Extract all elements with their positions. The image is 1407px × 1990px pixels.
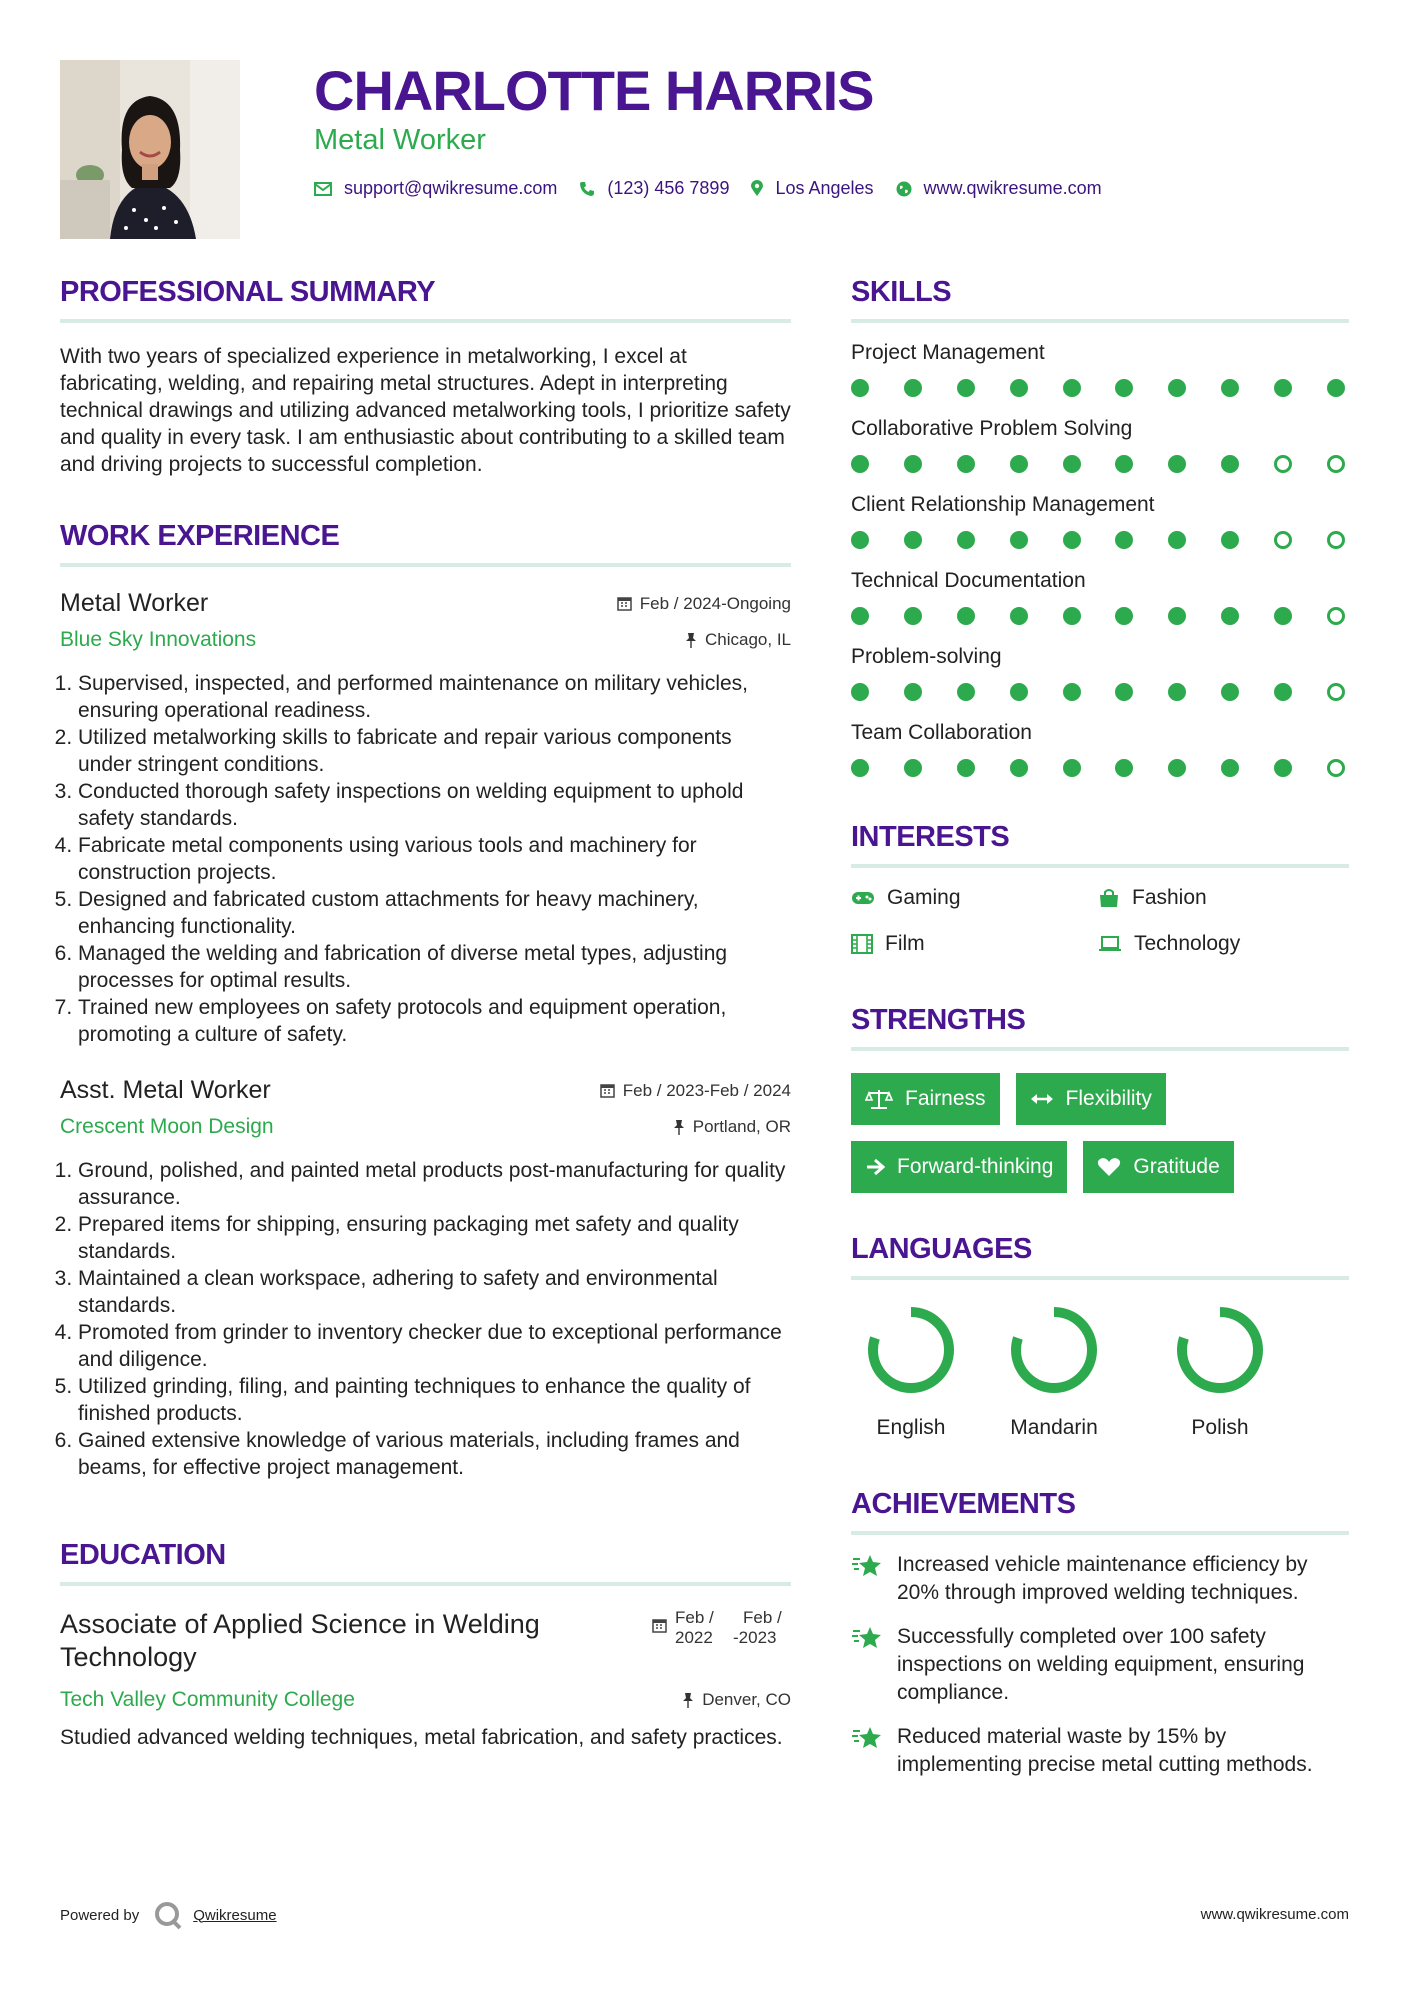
language-proficiency-ring <box>1006 1302 1102 1398</box>
right-column <box>851 276 1349 1779</box>
rating-dot-filled <box>1274 683 1292 701</box>
education-description: Studied advanced welding techniques, metal fabrication, and safety practices. <box>60 1726 783 1749</box>
school-name: Tech Valley Community College <box>60 1688 355 1711</box>
degree-title: Associate of Applied Science in Welding Technology <box>60 1609 540 1672</box>
rating-dot-filled <box>851 759 869 777</box>
language-name: Mandarin <box>1010 1416 1098 1439</box>
contact-bar <box>314 178 1124 199</box>
pushpin-icon <box>673 1119 685 1135</box>
list-item: 4. Fabricate metal components using various tools and machinery for construction projects. <box>78 832 791 886</box>
rating-dot-filled <box>957 683 975 701</box>
skills-list <box>851 341 1349 777</box>
skill-name: Collaborative Problem Solving <box>851 417 1133 440</box>
map-pin-icon <box>751 180 763 197</box>
strength-label: Gratitude <box>1133 1155 1220 1178</box>
rating-dot-filled <box>1115 683 1133 701</box>
strength-badge <box>851 1073 1000 1125</box>
rating-dot-filled <box>851 607 869 625</box>
list-item: 1. Supervised, inspected, and performed maintenance on military vehicles, ensuring operational readiness. <box>78 670 791 724</box>
rating-dot-filled <box>1274 759 1292 777</box>
skill-name: Problem-solving <box>851 645 1002 668</box>
education-dates <box>652 1608 791 1674</box>
rating-dot-filled <box>1274 379 1292 397</box>
footer-powered-by <box>60 1900 277 1930</box>
rating-dot-filled <box>1010 759 1028 777</box>
list-item: 6. Gained extensive knowledge of various materials, including frames and beams, for effective project management. <box>78 1427 791 1481</box>
qwikresume-logo-icon <box>153 1900 183 1930</box>
rating-dot-filled <box>904 759 922 777</box>
rating-dot-filled <box>1168 607 1186 625</box>
proficiency-arc <box>873 1312 949 1388</box>
job-location-text: Portland, OR <box>692 1117 791 1136</box>
rating-dot-filled <box>957 379 975 397</box>
proficiency-arc <box>1016 1312 1092 1388</box>
rating-dot-empty <box>1327 683 1345 701</box>
job-location <box>673 1117 791 1137</box>
achievement-item <box>851 1551 1349 1607</box>
job-title: Asst. Metal Worker <box>60 1076 271 1104</box>
envelope-icon <box>314 182 332 196</box>
skill-item <box>851 493 1349 549</box>
language-item <box>1137 1302 1303 1440</box>
left-column <box>60 276 791 1751</box>
candidate-role: Metal Worker <box>314 124 486 156</box>
skill-rating <box>851 607 1349 625</box>
language-name: English <box>876 1416 946 1439</box>
rating-dot-filled <box>1063 531 1081 549</box>
contact-website[interactable] <box>896 178 1102 199</box>
rating-dot-filled <box>1327 379 1345 397</box>
contact-location <box>751 178 873 199</box>
achievements-section <box>851 1488 1349 1779</box>
experience-section <box>60 520 791 1481</box>
language-proficiency-ring <box>1172 1302 1268 1398</box>
job-dates <box>617 594 791 614</box>
rating-dot-filled <box>1221 455 1239 473</box>
rating-dot-filled <box>851 683 869 701</box>
location-text: Los Angeles <box>775 178 874 198</box>
education-heading: EDUCATION <box>60 1539 226 1571</box>
job-entry <box>60 1076 791 1481</box>
skill-name: Client Relationship Management <box>851 493 1155 516</box>
languages-list <box>851 1302 1349 1440</box>
strength-label: Fairness <box>905 1087 986 1110</box>
list-item: 4. Promoted from grinder to inventory checker due to exceptional performance and diligence. <box>78 1319 791 1373</box>
skill-rating <box>851 683 1349 701</box>
rating-dot-filled <box>1221 759 1239 777</box>
scale-icon <box>865 1088 893 1110</box>
start-date: Feb / 2022 <box>675 1608 714 1647</box>
rating-dot-filled <box>957 455 975 473</box>
skill-name: Project Management <box>851 341 1045 364</box>
phone-icon <box>579 181 595 197</box>
job-location-text: Chicago, IL <box>705 630 791 649</box>
star-icon <box>851 1553 883 1579</box>
school-location-text: Denver, CO <box>702 1690 791 1709</box>
rating-dot-empty <box>1327 455 1345 473</box>
interests-section <box>851 821 1349 956</box>
list-item: 1. Ground, polished, and painted metal products post-manufacturing for quality assurance. <box>78 1157 791 1211</box>
interests-heading: INTERESTS <box>851 821 1010 853</box>
interest-item <box>851 886 1098 910</box>
candidate-name: CHARLOTTE HARRIS <box>314 59 874 122</box>
list-item: 7. Trained new employees on safety protocols and equipment operation, promoting a culture of safety. <box>78 994 791 1048</box>
education-section <box>60 1539 791 1751</box>
skill-rating <box>851 379 1349 397</box>
summary-text: With two years of specialized experience in metalworking, I excel at fabricating, welding, and repairing metal structures. Adept in interpreting technical drawings and utilizing advanced metalworking tools, I prioritize safety and quality in every task. I am enthusiastic about contributing to a skilled team and driving projects to successful completion. <box>60 345 791 476</box>
achievement-text: Increased vehicle maintenance efficiency by 20% through improved welding techniques. <box>897 1553 1308 1604</box>
globe-icon <box>896 181 912 197</box>
contact-phone[interactable] <box>579 178 729 199</box>
rating-dot-empty <box>1327 607 1345 625</box>
skill-rating <box>851 455 1349 473</box>
section-divider <box>60 563 791 567</box>
school-location <box>682 1690 791 1710</box>
rating-dot-filled <box>1115 607 1133 625</box>
end-date: Feb / -2023 <box>733 1608 782 1647</box>
languages-heading: LANGUAGES <box>851 1233 1032 1265</box>
interest-label: Technology <box>1134 932 1241 955</box>
job-entry <box>60 589 791 1048</box>
rating-dot-filled <box>904 683 922 701</box>
job-dates-text: Feb / 2023-Feb / 2024 <box>622 1080 791 1100</box>
rating-dot-filled <box>957 607 975 625</box>
skill-item <box>851 721 1349 777</box>
star-icon <box>851 1725 883 1751</box>
skills-heading: SKILLS <box>851 276 952 308</box>
skill-rating <box>851 531 1349 549</box>
language-name: Polish <box>1191 1416 1249 1439</box>
rating-dot-filled <box>1115 379 1133 397</box>
date-dash: - <box>733 1628 739 1647</box>
job-dates-text: Feb / 2024-Ongoing <box>639 593 791 613</box>
section-divider <box>851 1531 1349 1535</box>
rating-dot-empty <box>1274 455 1292 473</box>
footer-brand-link[interactable]: Qwikresume <box>193 1906 277 1924</box>
interest-label: Gaming <box>887 886 961 909</box>
calendar-icon <box>652 1618 667 1633</box>
strength-badge <box>1083 1141 1233 1193</box>
list-item: 6. Managed the welding and fabrication of diverse metal types, adjusting processes for optimal results. <box>78 940 791 994</box>
rating-dot-filled <box>1010 607 1028 625</box>
rating-dot-filled <box>904 531 922 549</box>
rating-dot-filled <box>904 607 922 625</box>
job-company: Blue Sky Innovations <box>60 628 257 651</box>
star-icon <box>851 1625 883 1651</box>
email-text: support@qwikresume.com <box>344 178 558 198</box>
skill-item <box>851 417 1349 473</box>
achievement-text: Reduced material waste by 15% by implementing precise metal cutting methods. <box>897 1725 1313 1776</box>
strengths-section <box>851 1004 1349 1193</box>
strengths-heading: STRENGTHS <box>851 1004 1026 1036</box>
interest-item <box>1098 886 1345 910</box>
interest-item <box>1098 932 1345 956</box>
rating-dot-filled <box>1168 531 1186 549</box>
rating-dot-filled <box>1063 683 1081 701</box>
job-company: Crescent Moon Design <box>60 1115 274 1138</box>
laptop-icon <box>1098 935 1122 953</box>
strength-badge <box>1016 1073 1166 1125</box>
rating-dot-filled <box>1010 455 1028 473</box>
achievements-heading: ACHIEVEMENTS <box>851 1488 1076 1520</box>
strength-label: Flexibility <box>1065 1087 1152 1110</box>
section-divider <box>851 319 1349 323</box>
rating-dot-filled <box>1010 379 1028 397</box>
rating-dot-filled <box>1274 607 1292 625</box>
rating-dot-filled <box>1168 455 1186 473</box>
arrow-right-icon <box>865 1158 885 1176</box>
rating-dot-filled <box>1221 607 1239 625</box>
section-divider <box>851 864 1349 868</box>
website-text: www.qwikresume.com <box>923 178 1102 198</box>
achievement-item <box>851 1723 1349 1779</box>
rating-dot-filled <box>1168 683 1186 701</box>
rating-dot-filled <box>1221 683 1239 701</box>
calendar-icon <box>617 596 632 611</box>
language-item <box>851 1302 971 1440</box>
rating-dot-filled <box>1063 455 1081 473</box>
skill-name: Team Collaboration <box>851 721 1032 744</box>
section-divider <box>851 1276 1349 1280</box>
rating-dot-filled <box>957 759 975 777</box>
rating-dot-filled <box>1221 531 1239 549</box>
gamepad-icon <box>851 890 875 906</box>
proficiency-arc <box>1182 1312 1258 1388</box>
achievement-text: Successfully completed over 100 safety inspections on welding equipment, ensuring compliance. <box>897 1625 1305 1704</box>
skill-item <box>851 341 1349 397</box>
rating-dot-filled <box>1010 683 1028 701</box>
rating-dot-filled <box>1115 531 1133 549</box>
list-item: 3. Maintained a clean workspace, adhering to safety and environmental standards. <box>78 1265 791 1319</box>
rating-dot-filled <box>1010 531 1028 549</box>
list-item: 2. Prepared items for shipping, ensuring packaging met safety and quality standards. <box>78 1211 791 1265</box>
film-icon <box>851 934 873 954</box>
profile-photo <box>60 60 240 239</box>
summary-section <box>60 276 791 478</box>
section-divider <box>60 1582 791 1586</box>
strength-badge <box>851 1141 1067 1193</box>
powered-by-label: Powered by <box>60 1906 140 1924</box>
arrows-horizontal-icon <box>1030 1092 1054 1106</box>
rating-dot-filled <box>851 455 869 473</box>
contact-email[interactable] <box>314 178 557 199</box>
interest-label: Film <box>885 932 925 955</box>
rating-dot-filled <box>1115 455 1133 473</box>
rating-dot-filled <box>1063 759 1081 777</box>
rating-dot-filled <box>1115 759 1133 777</box>
section-divider <box>851 1047 1349 1051</box>
language-proficiency-ring <box>863 1302 959 1398</box>
skill-rating <box>851 759 1349 777</box>
rating-dot-empty <box>1327 531 1345 549</box>
summary-heading: PROFESSIONAL SUMMARY <box>60 276 436 308</box>
list-item: 5. Utilized grinding, filing, and painting techniques to enhance the quality of finished products. <box>78 1373 791 1427</box>
rating-dot-filled <box>1168 759 1186 777</box>
job-duties-list <box>60 670 791 1048</box>
language-item <box>971 1302 1137 1440</box>
rating-dot-filled <box>851 531 869 549</box>
experience-heading: WORK EXPERIENCE <box>60 520 340 552</box>
calendar-icon <box>600 1083 615 1098</box>
rating-dot-empty <box>1274 531 1292 549</box>
rating-dot-filled <box>1168 379 1186 397</box>
rating-dot-filled <box>957 531 975 549</box>
job-location <box>685 630 791 650</box>
rating-dot-filled <box>1063 379 1081 397</box>
list-item: 2. Utilized metalworking skills to fabricate and repair various components under stringent conditions. <box>78 724 791 778</box>
skill-item <box>851 645 1349 701</box>
rating-dot-filled <box>1221 379 1239 397</box>
list-item: 3. Conducted thorough safety inspections on welding equipment to uphold safety standards. <box>78 778 791 832</box>
achievement-item <box>851 1623 1349 1707</box>
heart-icon <box>1097 1157 1121 1177</box>
job-dates <box>600 1081 791 1101</box>
pushpin-icon <box>682 1692 694 1708</box>
footer-website[interactable]: www.qwikresume.com <box>1200 1906 1349 1923</box>
rating-dot-empty <box>1327 759 1345 777</box>
list-item: 5. Designed and fabricated custom attachments for heavy machinery, enhancing functionality. <box>78 886 791 940</box>
job-duties-list <box>60 1157 791 1481</box>
rating-dot-filled <box>904 455 922 473</box>
section-divider <box>60 319 791 323</box>
rating-dot-filled <box>1063 607 1081 625</box>
pushpin-icon <box>685 632 697 648</box>
rating-dot-filled <box>851 379 869 397</box>
skill-item <box>851 569 1349 625</box>
interest-item <box>851 932 1098 956</box>
strength-label: Forward-thinking <box>897 1155 1054 1178</box>
skill-name: Technical Documentation <box>851 569 1086 592</box>
languages-section <box>851 1233 1349 1440</box>
job-title: Metal Worker <box>60 589 209 617</box>
skills-section <box>851 276 1349 777</box>
rating-dot-filled <box>904 379 922 397</box>
phone-text: (123) 456 7899 <box>607 178 730 198</box>
shopping-bag-icon <box>1098 888 1120 908</box>
interest-label: Fashion <box>1132 886 1207 909</box>
